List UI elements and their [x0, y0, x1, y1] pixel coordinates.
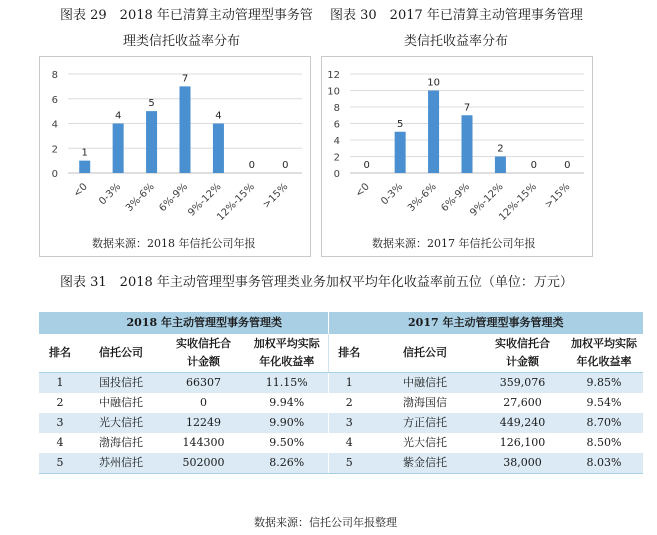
company-cell: 渤海信托 [81, 433, 161, 453]
fig30-caption-line2: 类信托收益率分布 [404, 34, 509, 49]
amount-cell: 359,076 [480, 373, 565, 394]
fig29-caption-line2: 理类信托收益率分布 [123, 34, 241, 49]
table-row [39, 413, 643, 433]
col-yield-2018-l2: 年化收益率 [259, 355, 315, 368]
data-label: 7 [181, 73, 189, 85]
bar [395, 132, 406, 173]
company-cell: 紫金信托 [370, 453, 480, 474]
rank-cell: 2 [39, 393, 81, 413]
rank-cell: 5 [328, 453, 370, 474]
chart-2017-panel [321, 56, 593, 257]
bar [462, 115, 473, 173]
col-company-2017: 信托公司 [370, 334, 480, 373]
table-row [39, 373, 643, 394]
y-tick-label: 4 [333, 136, 340, 147]
y-tick-label: 6 [51, 94, 58, 106]
yield-cell: 8.70% [565, 413, 643, 433]
data-label: 5 [396, 118, 404, 130]
yield-cell: 9.50% [246, 433, 328, 453]
rank-cell: 1 [328, 373, 370, 394]
fig30-caption-line1: 图表 30 2017 年已清算主动管理事务管理 [330, 8, 583, 23]
data-label: 2 [497, 143, 504, 155]
rank-cell: 3 [39, 413, 81, 433]
bar [146, 111, 157, 173]
table-row [39, 453, 643, 474]
yield-cell: 8.26% [246, 453, 328, 474]
x-tick-label: 3%-6% [123, 181, 157, 215]
col-amount-2017-l2: 计金额 [506, 355, 539, 368]
yield-cell: 9.85% [565, 373, 643, 394]
chart-2018-source: 数据来源：2018 年信托公司年报 [92, 237, 256, 250]
company-cell: 苏州信托 [81, 453, 161, 474]
x-tick-label: 9%-12% [468, 181, 506, 219]
rank-cell: 1 [39, 373, 81, 394]
company-cell: 光大信托 [81, 413, 161, 433]
company-cell: 渤海国信 [370, 393, 480, 413]
yield-cell: 8.03% [565, 453, 643, 474]
rank-cell: 4 [328, 433, 370, 453]
data-label: 7 [463, 102, 471, 114]
y-tick-label: 6 [333, 119, 340, 131]
company-cell: 光大信托 [370, 433, 480, 453]
yield-cell: 9.90% [246, 413, 328, 433]
col-yield-2018-l1: 加权平均实际 [253, 337, 320, 350]
yield-cell: 11.15% [246, 373, 328, 394]
col-rank-2018: 排名 [39, 334, 81, 373]
bar [79, 161, 90, 173]
col-yield-2017-l1: 加权平均实际 [571, 337, 637, 350]
y-tick-label: 12 [327, 70, 340, 81]
chart-2018-svg [40, 57, 312, 258]
data-label: 0 [248, 160, 256, 171]
group-blank-left [39, 312, 81, 334]
y-tick-label: 0 [51, 169, 58, 180]
x-tick-label: 0-3% [97, 181, 124, 208]
data-label: 0 [363, 160, 370, 171]
x-tick-label: >15% [542, 181, 573, 211]
x-tick-label: 12%-15% [215, 181, 257, 224]
table-source: 数据来源：信托公司年报整理 [254, 516, 397, 529]
y-tick-label: 4 [51, 119, 58, 131]
rank-cell: 5 [39, 453, 81, 474]
x-tick-label: >15% [260, 181, 291, 211]
amount-cell: 126,100 [480, 433, 565, 453]
fig29-caption-line1: 图表 29 2018 年已清算主动管理型事务管 [60, 8, 313, 23]
top-five-table [39, 312, 643, 474]
y-tick-label: 2 [333, 152, 340, 164]
company-cell: 方正信托 [370, 413, 480, 433]
chart-2017-svg [322, 57, 594, 258]
x-tick-label: 6%-9% [157, 181, 191, 215]
data-label: 4 [215, 110, 222, 122]
group-header-2018: 2018 年主动管理型事务管理类 [81, 312, 328, 334]
bar [113, 124, 124, 174]
col-yield-2018 [246, 334, 328, 373]
table-caption: 图表 31 2018 年主动管理型事务管理类业务加权平均年化收益率前五位（单位：万元） [60, 275, 573, 290]
group-header-2017: 2017 年主动管理型事务管理类 [328, 312, 643, 334]
x-tick-label: <0 [353, 181, 372, 200]
x-tick-label: 9%-12% [186, 181, 224, 219]
company-cell: 中融信托 [370, 373, 480, 394]
yield-cell: 9.94% [246, 393, 328, 413]
x-tick-label: 12%-15% [497, 181, 539, 224]
data-label: 1 [81, 147, 88, 159]
bar [428, 91, 439, 174]
x-tick-label: 6%-9% [439, 181, 473, 215]
data-label: 0 [282, 160, 289, 171]
chart-2017-source: 数据来源：2017 年信托公司年报 [372, 237, 536, 250]
data-label: 0 [564, 160, 571, 171]
data-label: 10 [427, 77, 440, 89]
amount-cell: 66307 [161, 373, 246, 394]
chart-2018-panel [39, 56, 311, 257]
amount-cell: 27,600 [480, 393, 565, 413]
y-tick-label: 0 [333, 169, 340, 180]
amount-cell: 38,000 [480, 453, 565, 474]
x-tick-label: <0 [71, 181, 90, 200]
amount-cell: 502000 [161, 453, 246, 474]
x-tick-label: 3%-6% [405, 181, 439, 215]
data-label: 0 [530, 160, 538, 171]
y-tick-label: 2 [51, 144, 58, 156]
col-yield-2017 [565, 334, 643, 373]
col-amount-2018-l1: 实收信托合 [176, 337, 231, 350]
bar [180, 86, 191, 173]
col-amount-2017-l1: 实收信托合 [495, 337, 550, 350]
y-tick-label: 8 [333, 103, 340, 114]
company-cell: 中融信托 [81, 393, 161, 413]
data-label: 4 [114, 110, 122, 122]
col-company-2018: 信托公司 [81, 334, 161, 373]
col-yield-2017-l2: 年化收益率 [576, 355, 632, 368]
amount-cell: 12249 [161, 413, 246, 433]
bar [213, 124, 224, 174]
table-row [39, 433, 643, 453]
col-amount-2018 [161, 334, 246, 373]
amount-cell: 0 [161, 393, 246, 413]
y-tick-label: 8 [51, 70, 58, 81]
table-row [39, 393, 643, 413]
bar [495, 157, 506, 174]
col-amount-2018-l2: 计金额 [187, 355, 220, 368]
rank-cell: 4 [39, 433, 81, 453]
x-tick-label: 0-3% [379, 181, 406, 208]
col-rank-2017: 排名 [328, 334, 370, 373]
yield-cell: 9.54% [565, 393, 643, 413]
rank-cell: 2 [328, 393, 370, 413]
col-amount-2017 [480, 334, 565, 373]
yield-cell: 8.50% [565, 433, 643, 453]
amount-cell: 449,240 [480, 413, 565, 433]
rank-cell: 3 [328, 413, 370, 433]
y-tick-label: 10 [327, 86, 340, 98]
data-label: 5 [148, 98, 155, 110]
company-cell: 国投信托 [81, 373, 161, 394]
amount-cell: 144300 [161, 433, 246, 453]
